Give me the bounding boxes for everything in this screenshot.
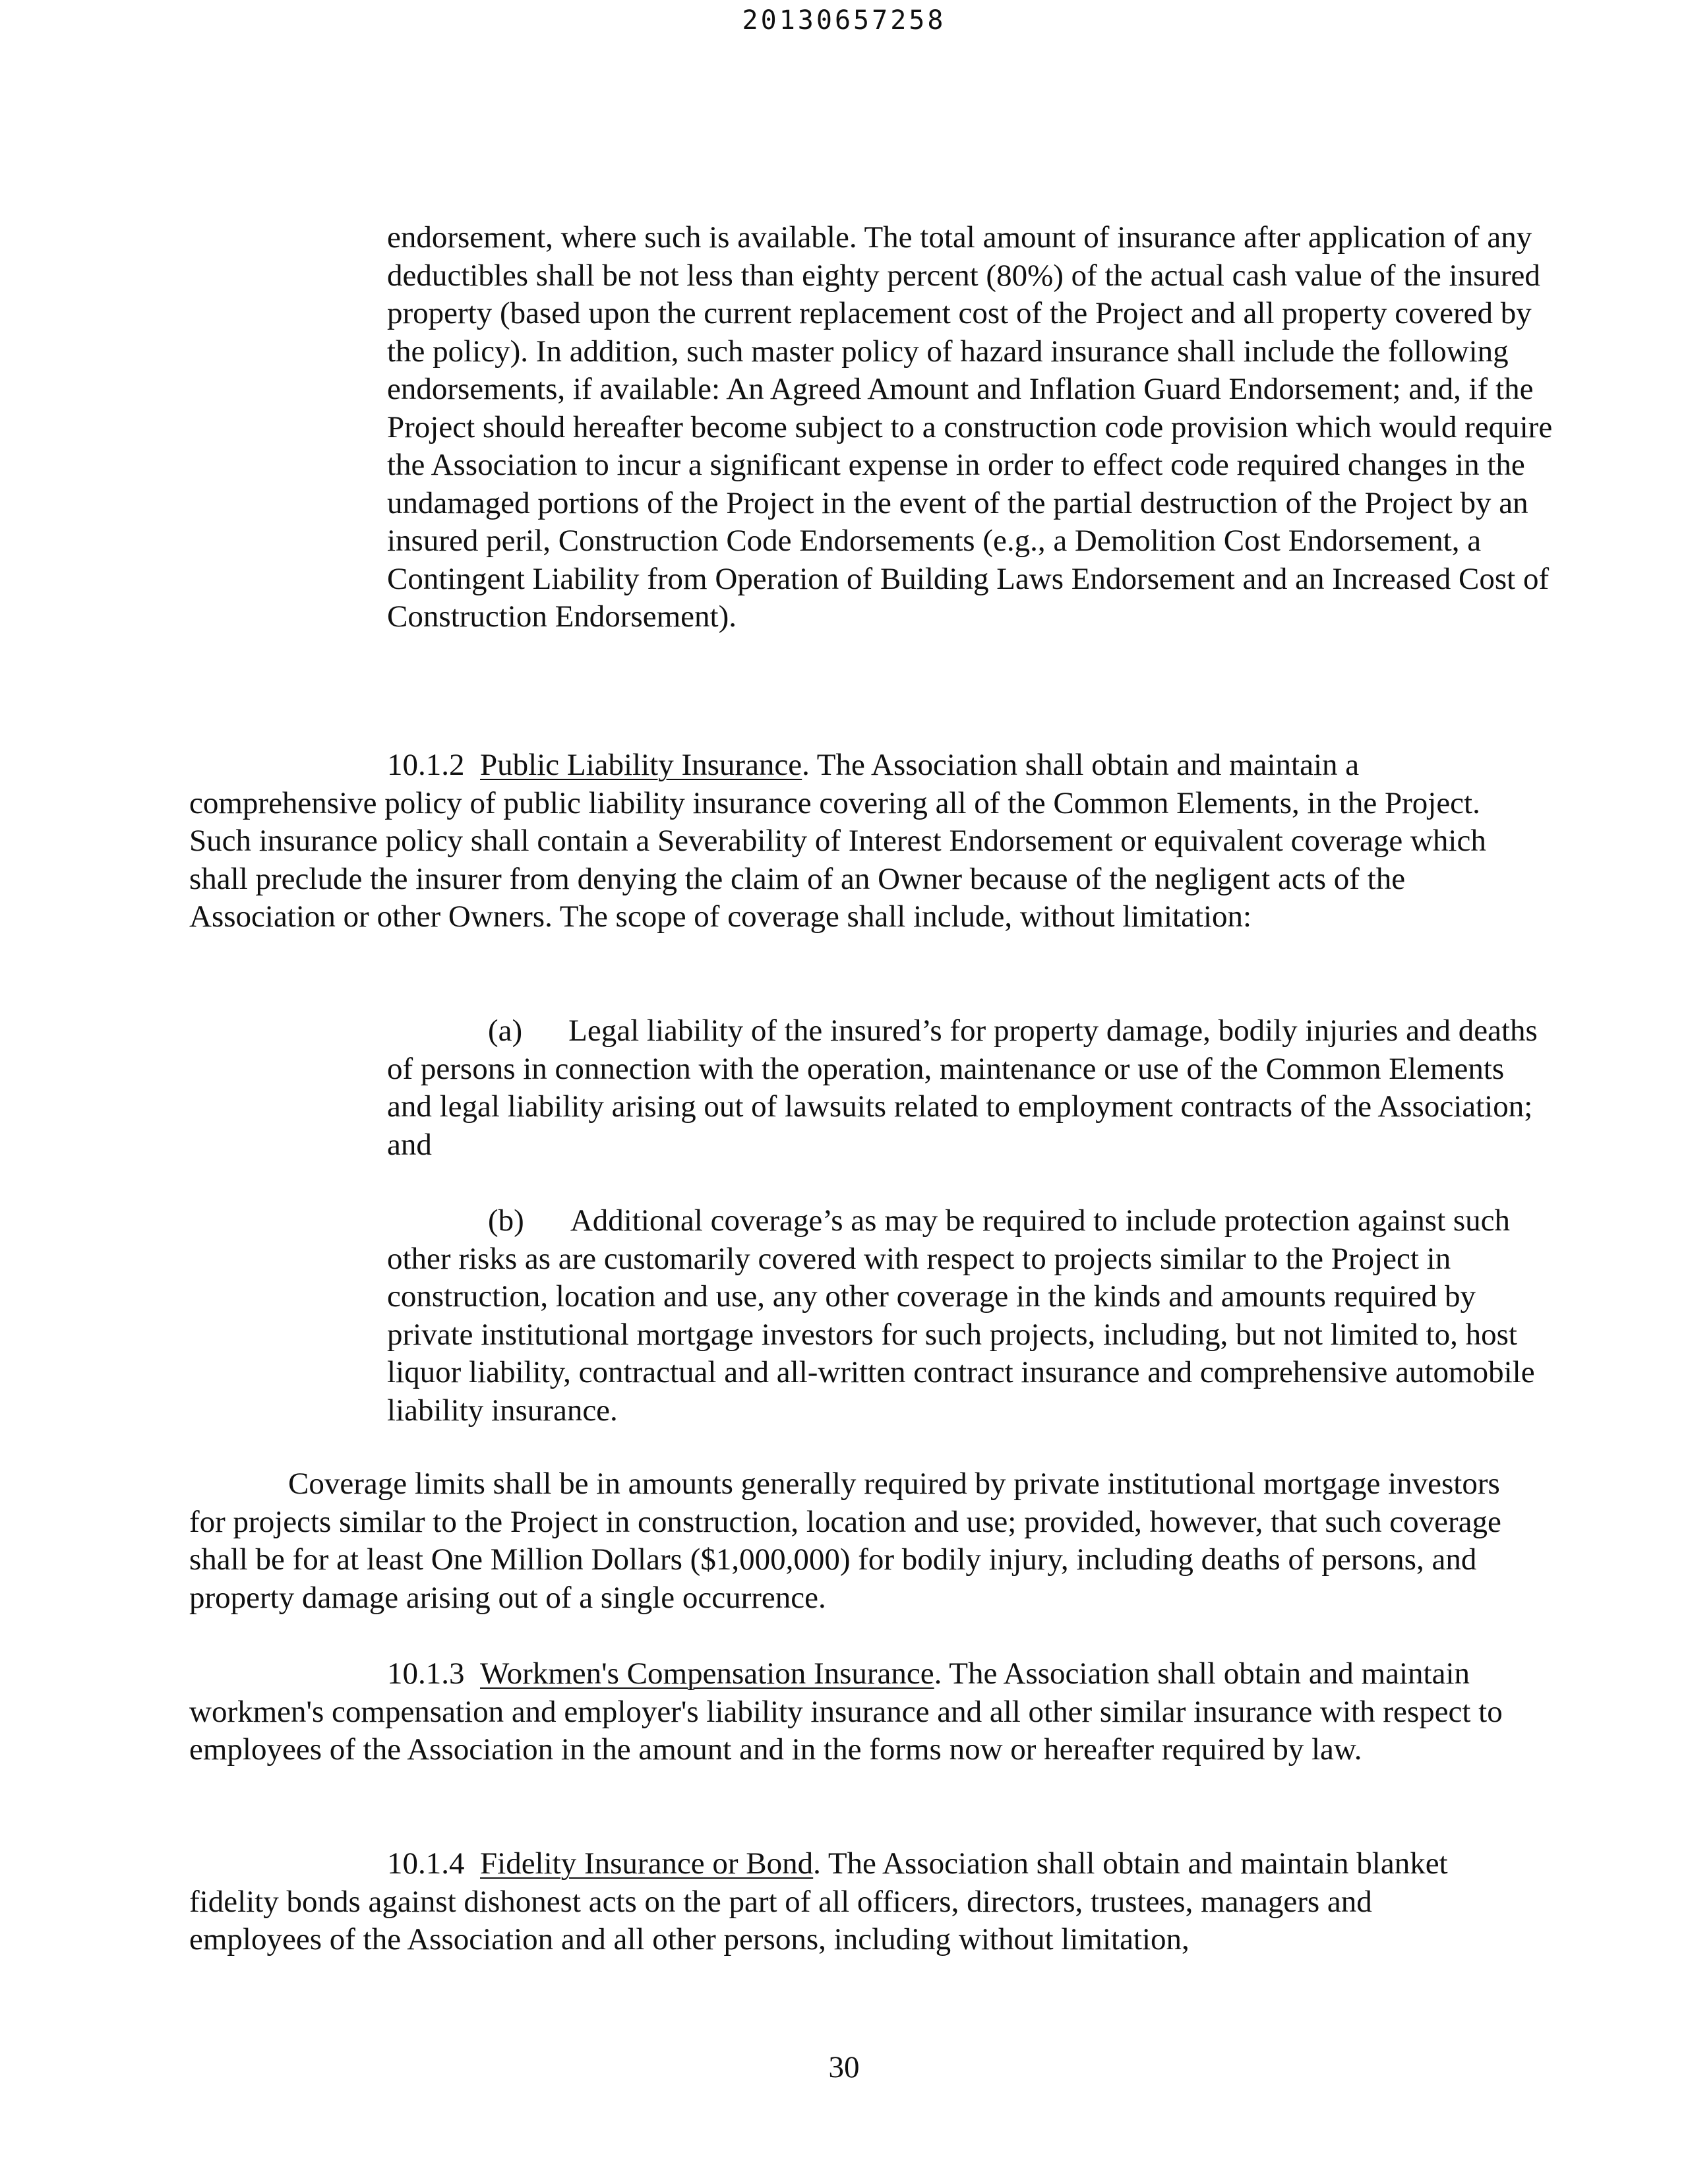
paragraph-endorsements: endorsement, where such is available. The total amount of insurance after application of any deductibles shall be not less than eighty percent (80%) of the actual cash value of the insured property (based upon the current replacement cost of the Project and all property covered by the policy). In addition, such master policy of hazard insurance shall include the following endorsements, if available: An Agreed Amount and Inflation Guard Endorsement; and, if the Project should hereafter become subject to a construction code provision which would require the Association to incur a significant expense in order to effect code required changes in the undamaged portions of the Project in the event of the partial destruction of the Project by an insured peril, Construction Code Endorsements (e.g., a Demolition Cost Endorsement, a Contingent Liability from Operation of Building Laws Endorsement and an Increased Cost of Construction Endorsement). xyxy=(387,220,1553,634)
section-10-1-4 xyxy=(189,1845,1508,1959)
section-10-1-2 xyxy=(189,746,1508,936)
section-text: . The Association shall obtain and maintain a comprehensive policy of public liability insurance covering all of the Common Elements, in the Project. Such insurance policy shall contain a Severability of Interest Endorsement or equivalent coverage which shall preclude the insurer from denying the claim of an Owner because of the negligent acts of the Association or other Owners. The scope of coverage shall include, without limitation: xyxy=(189,748,1486,934)
list-item-a xyxy=(387,1012,1554,1164)
section-text: . The Association shall obtain and maintain workmen's compensation and employer's liability insurance and all other similar insurance with respect to employees of the Association in the amount and in the forms now or hereafter required by law. xyxy=(189,1656,1503,1767)
section-number: 10.1.4 xyxy=(387,1846,465,1881)
section-heading-fidelity-insurance: Fidelity Insurance or Bond xyxy=(480,1846,814,1881)
section-number: 10.1.2 xyxy=(387,748,465,782)
paragraph-coverage-limits xyxy=(189,1465,1508,1617)
section-heading-public-liability: Public Liability Insurance xyxy=(480,748,802,782)
item-label: (b) xyxy=(488,1203,524,1238)
section-heading-workmens-compensation: Workmen's Compensation Insurance xyxy=(480,1656,934,1691)
list-item-b xyxy=(387,1202,1554,1430)
section-number: 10.1.3 xyxy=(387,1656,465,1691)
section-10-1-3 xyxy=(189,1655,1508,1769)
item-text: Additional coverage’s as may be required to include protection against such other risks as are customarily covered with respect to projects similar to the Project in construction, location and use, any other coverage in the kinds and amounts required by private institutional mortgage investors for such projects, including, but not limited to, host liquor liability, contractual and all-written contract insurance and comprehensive automobile liability insurance. xyxy=(387,1203,1535,1428)
item-text: Legal liability of the insured’s for property damage, bodily injuries and deaths of persons in connection with the operation, maintenance or use of the Common Elements and legal liability arising out of lawsuits related to employment contracts of the Association; and xyxy=(387,1014,1538,1162)
item-label: (a) xyxy=(488,1014,523,1048)
coverage-limits-text: Coverage limits shall be in amounts generally required by private institutional mortgage investors for projects similar to the Project in construction, location and use; provided, however, that such coverage shall be for at least One Million Dollars ($1,000,000) for bodily injury, including deaths of persons, and property damage arising out of a single occurrence. xyxy=(189,1467,1501,1615)
document-number: 20130657258 xyxy=(742,5,946,36)
section-text: . The Association shall obtain and maintain blanket fidelity bonds against dishonest acts on the part of all officers, directors, trustees, managers and employees of the Association and all other persons, including without limitation, xyxy=(189,1846,1448,1957)
page-number: 30 xyxy=(828,2050,860,2084)
